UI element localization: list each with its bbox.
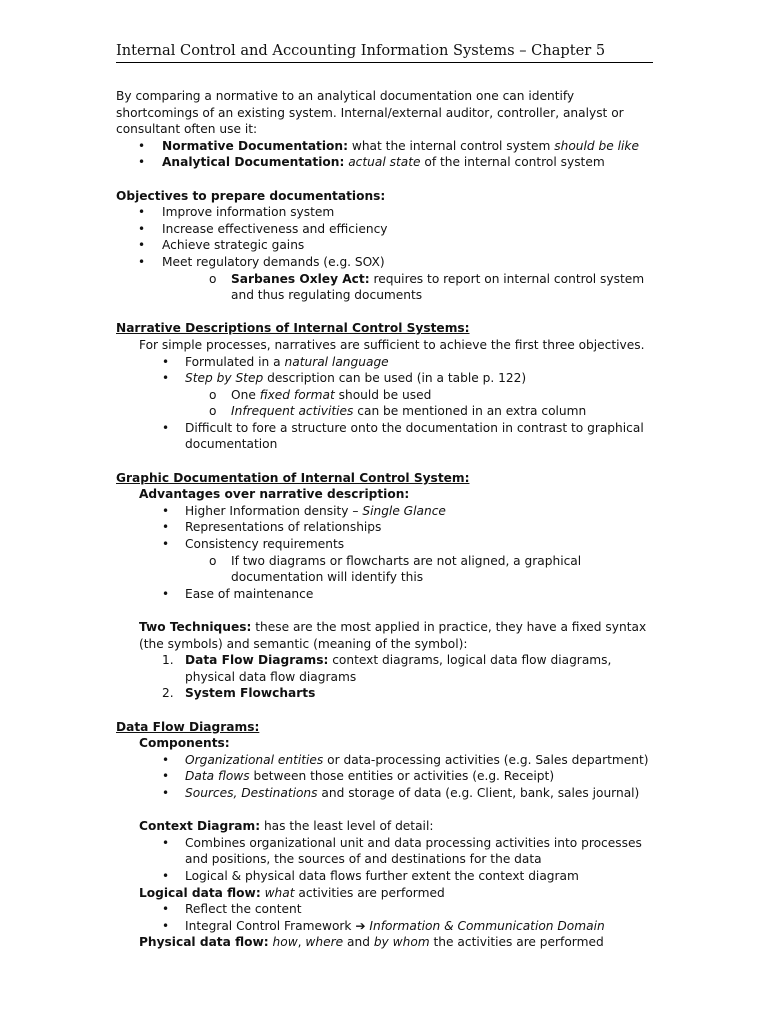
list-item: • Sources, Destinations and storage of data (e.g. Client, bank, sales journal): [162, 785, 640, 800]
objectives-heading: Objectives to prepare documentations:: [116, 188, 386, 203]
document-body: [116, 88, 653, 951]
list-item: • Difficult to fore a structure onto the documentation in contrast to graphical documentation: [162, 420, 644, 452]
graphic-heading: Graphic Documentation of Internal Control System:: [116, 470, 470, 485]
list-item: • Step by Step description can be used (in a table p. 122): [162, 371, 527, 386]
sub-list-item: o If two diagrams or flowcharts are not aligned, a graphical documentation will identify this: [209, 553, 582, 585]
dfd-heading: Data Flow Diagrams:: [116, 719, 260, 734]
list-item: • Representations of relationships: [162, 520, 382, 535]
numbered-item: 2. System Flowcharts: [162, 686, 316, 701]
list-item: • Data flows between those entities or activities (e.g. Receipt): [162, 769, 555, 784]
logical-data-flow-paragraph: Logical data flow: what activities are performed: [139, 885, 445, 900]
advantages-heading: Advantages over narrative description:: [139, 487, 410, 502]
list-item: • Higher Information density – Single Glance: [162, 503, 446, 518]
sub-list-item: o One fixed format should be used: [209, 387, 432, 402]
intro-paragraph: By comparing a normative to an analytical documentation one can identify shortcomings of an existing system. Internal/external auditor, controller, analyst or consultant often use it:: [116, 89, 624, 137]
list-item: • Consistency requirements: [162, 537, 345, 552]
sub-list-item: o Sarbanes Oxley Act: requires to report on internal control system and thus regulating documents: [209, 271, 645, 303]
numbered-item: 1. Data Flow Diagrams: context diagrams, logical data flow diagrams, physical data flow diagrams: [162, 653, 612, 684]
arrow-right-icon: ➔: [355, 918, 366, 933]
page-header: Internal Control and Accounting Information Systems – Chapter 5: [116, 41, 653, 63]
physical-data-flow-paragraph: Physical data flow: how, where and by whom the activities are performed: [139, 935, 604, 950]
list-item: • Analytical Documentation: actual state of the internal control system: [138, 155, 605, 170]
list-item: • Reflect the content: [162, 902, 302, 917]
list-item: • Normative Documentation: what the internal control system should be like: [138, 138, 639, 153]
bullet-marker: •: [138, 138, 146, 153]
list-item: • Meet regulatory demands (e.g. SOX): [138, 254, 385, 269]
two-techniques-paragraph: Two Techniques: these are the most applied in practice, they have a fixed syntax (the symbols) and semantic (meaning of the symbol):: [139, 620, 647, 651]
narrative-heading: Narrative Descriptions of Internal Control Systems:: [116, 321, 470, 336]
list-item: • Ease of maintenance: [162, 586, 314, 601]
list-item: • Organizational entities or data-processing activities (e.g. Sales department): [162, 752, 649, 767]
list-item: • Increase effectiveness and efficiency: [138, 221, 388, 236]
document-page: [116, 41, 653, 951]
bullet-marker: •: [138, 155, 146, 170]
list-item: • Formulated in a natural language: [162, 354, 389, 369]
list-item: • Improve information system: [138, 205, 335, 220]
list-item: • Achieve strategic gains: [138, 238, 305, 253]
narrative-intro: For simple processes, narratives are sufficient to achieve the first three objectives.: [139, 337, 645, 352]
list-item: • Logical & physical data flows further extent the context diagram: [162, 868, 579, 883]
context-diagram-paragraph: Context Diagram: has the least level of detail:: [139, 819, 434, 834]
components-heading: Components:: [139, 736, 230, 751]
list-item: • Combines organizational unit and data processing activities into processes and positions, the sources of and destinations for the data: [162, 835, 642, 867]
sub-list-item: o Infrequent activities can be mentioned in an extra column: [209, 404, 587, 419]
list-item: • Integral Control Framework ➔ Information & Communication Domain: [162, 918, 605, 933]
